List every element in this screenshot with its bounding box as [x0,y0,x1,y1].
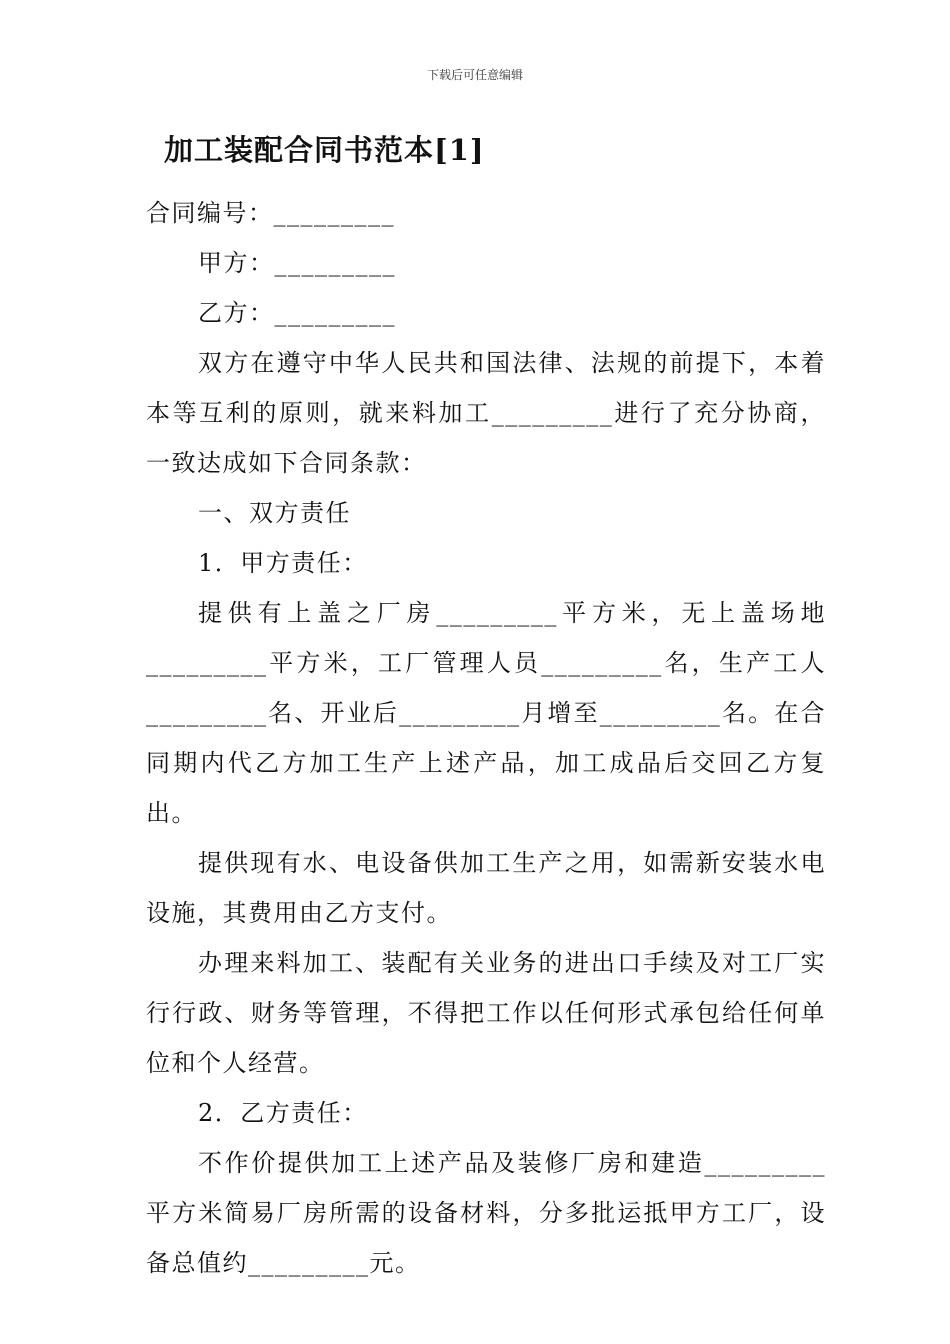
party-b-clause-equipment: 不作价提供加工上述产品及装修厂房和建造_________平方米简易厂房所需的设备材料，分多批运抵甲方工厂，设备总值约_________元。 [146,1149,826,1277]
subheading-party-b: 2．乙方责任： [198,1099,368,1127]
party-a-line: 甲方：_________ [198,249,396,277]
contract-number-line: 合同编号：_________ [146,199,395,227]
party-a-clause-premises: 提供有上盖之厂房_________平方米，无上盖场地_________平方米，工厂管理人员_________名，生产工人_________名、开业后_________月增至_________名。在合同期内代乙方加工生产上述产品，加工成品后交回乙方复出。 [146,599,826,827]
preamble-paragraph: 双方在遵守中华人民共和国法律、法规的前提下，本着本等互利的原则，就来料加工_________进行了充分协商，一致达成如下合同条款： [146,349,826,477]
section-heading-responsibilities: 一、双方责任 [198,499,351,527]
page-header: 下载后可任意编辑 [426,68,523,82]
document-body [146,128,826,1288]
party-b-line: 乙方：_________ [198,299,396,327]
subheading-party-a: 1．甲方责任： [198,549,368,577]
party-a-clause-utilities: 提供现有水、电设备供加工生产之用，如需新安装水电设施，其费用由乙方支付。 [146,849,826,927]
party-a-clause-management: 办理来料加工、装配有关业务的进出口手续及对工厂实行行政、财务等管理，不得把工作以任何形式承包给任何单位和个人经营。 [146,949,826,1077]
document-title: 加工装配合同书范本[1] [164,133,485,167]
